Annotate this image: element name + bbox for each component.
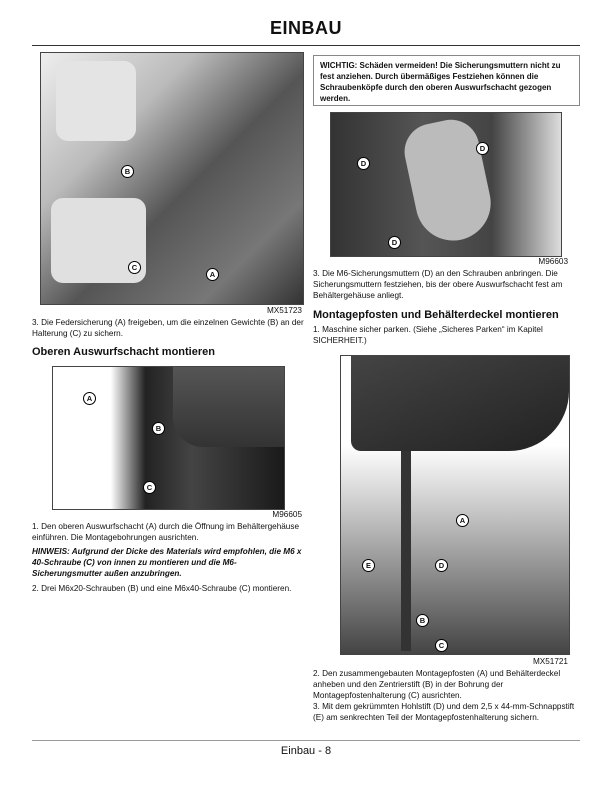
section-heading: Oberen Auswurfschacht montieren (32, 346, 215, 358)
callout-a: A (456, 514, 469, 527)
note-text: HINWEIS: Aufgrund der Dicke des Materials wird empfohlen, die M6 x 40-Schraube (C) von innen zu montieren und die M6-Sicherungsmutter außen anzubringen. (32, 547, 302, 578)
figure-caption: MX51721 (532, 657, 568, 666)
callout-b: B (152, 422, 165, 435)
step-text: 2. Drei M6x20-Schrauben (B) und eine M6x40-Schraube (C) montieren. (32, 584, 292, 593)
figure-nuts-image (330, 112, 562, 257)
step-text: 3. Mit dem gekrümmten Hohlstift (D) und dem 2,5 x 44-mm-Schnappstift (E) am senkrechten Teil der Montagepfostenhalterung sichern. (313, 702, 575, 722)
section-heading: Montagepfosten und Behälterdeckel montieren (313, 309, 559, 321)
callout-b: B (121, 165, 134, 178)
step-text: 3. Die Federsicherung (A) freigeben, um die einzelnen Gewichte (B) an der Halterung (C) zu sichern. (32, 318, 304, 338)
weight-shape (56, 61, 136, 141)
warning-box: WICHTIG: Schäden vermeiden! Die Sicherungsmuttern nicht zu fest anziehen. Durch übermäßiges Festziehen können die Schraubenköpfe durch den oberen Auswurfschacht gezogen werden. (313, 55, 580, 106)
callout-c: C (128, 261, 141, 274)
figure-weights-image (40, 52, 304, 305)
callout-e: E (362, 559, 375, 572)
callout-a: A (206, 268, 219, 281)
title-rule (32, 45, 580, 46)
callout-d: D (435, 559, 448, 572)
post-shape (401, 451, 411, 651)
cover-shape (351, 356, 569, 451)
figure-caption: MX51723 (266, 306, 302, 315)
footer-rule (32, 740, 580, 741)
page-number: Einbau - 8 (280, 745, 332, 757)
callout-d: D (357, 157, 370, 170)
step-text: 1. Maschine sicher parken. (Siehe „Sicheres Parken“ im Kapitel SICHERHEIT.) (313, 325, 543, 345)
callout-c: C (143, 481, 156, 494)
callout-a: A (83, 392, 96, 405)
callout-c: C (435, 639, 448, 652)
step-text: 2. Den zusammengebauten Montagepfosten (A) und Behälterdeckel anheben und den Zentrierstift (B) in der Bohrung der Montagepfostenhalterung (C) ausrichten. (313, 669, 561, 700)
callout-d: D (388, 236, 401, 249)
figure-chute-image (52, 366, 285, 510)
chute-shape (399, 115, 497, 248)
step-text: 1. Den oberen Auswurfschacht (A) durch die Öffnung im Behältergehäuse einführen. Die Montagebohrungen ausrichten. (32, 522, 300, 542)
housing-shape (173, 367, 284, 447)
figure-caption: M96605 (272, 510, 302, 519)
callout-d: D (476, 142, 489, 155)
step-text: 3. Die M6-Sicherungsmuttern (D) an den Schrauben anbringen. Die Sicherungsmuttern festziehen, bis der obere Auswurfschacht fest am Behältergehäuse anliegt. (313, 269, 563, 300)
callout-b: B (416, 614, 429, 627)
page-title: EINBAU (269, 18, 342, 38)
figure-post-image (340, 355, 570, 655)
figure-caption: M96603 (538, 257, 568, 266)
